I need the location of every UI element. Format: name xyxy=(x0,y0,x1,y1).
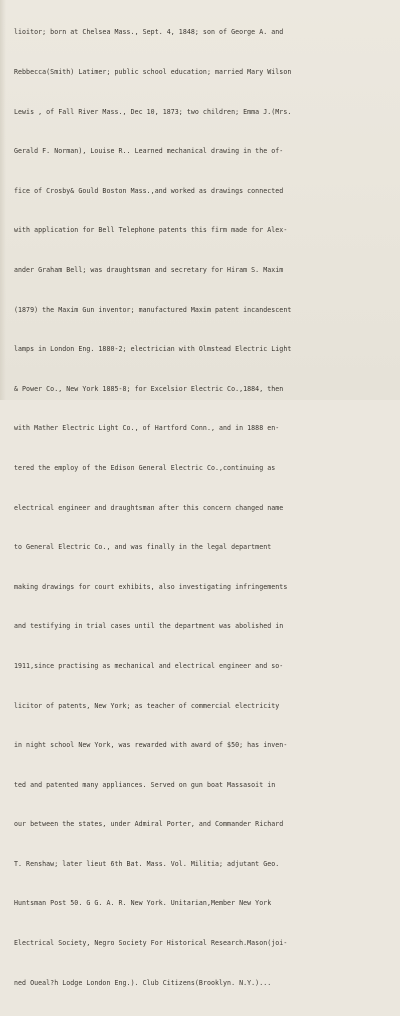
page-edge-shadow xyxy=(0,0,6,400)
text-line: Lewis , of Fall River Mass., Dec 10, 1873; two children; Emma J.(Mrs. xyxy=(14,107,292,116)
text-line: Rebbecca(Smith) Latimer; public school education; married Mary Wilson xyxy=(14,68,292,76)
text-line: ted and patented many appliances. Served on gun boat Massasoit in xyxy=(14,780,276,789)
text-line: & Power Co., New York 1885-8; for Excelsior Electric Co.,1884, then xyxy=(14,384,284,393)
text-line: making drawings for court exhibits, also investigating infringements xyxy=(14,582,288,591)
text-line: in night school New York, was rewarded with award of $50; has inven- xyxy=(14,741,288,750)
text-line: Gerald F. Norman), Louise R.. Learned mechanical drawing in the of- xyxy=(14,147,284,156)
text-line: tered the employ of the Edison General Electric Co.,continuing as xyxy=(14,463,276,472)
text-line: licitor of patents, New York; as teacher of commercial electricity xyxy=(14,701,280,710)
text-line: ned Oueal?h Lodge London Eng.). Club Citizens(Brooklyn. N.Y.)... xyxy=(14,978,272,987)
typed-biography-text xyxy=(14,0,398,1016)
text-line: ander Graham Bell; was draughtsman and secretary for Hiram S. Maxim xyxy=(14,265,284,274)
text-line: and testifying in trial cases until the department was abolished in xyxy=(14,622,284,631)
text-line: lioitor; born at Chelsea Mass., Sept. 4, 1848; son of George A. and xyxy=(14,28,284,37)
text-line: Huntsman Post 50. G G. A. R. New York. Unitarian,Member New York xyxy=(14,899,272,908)
text-line: fice of Crosby& Gould Boston Mass.,and worked as drawings connected xyxy=(14,186,284,195)
text-line: with Mather Electric Light Co., of Hartford Conn., and in 1888 en- xyxy=(14,424,280,433)
text-line: our between the states, under Admiral Porter, and Commander Richard xyxy=(14,820,284,829)
text-line: Electrical Society, Negro Society For Historical Research.Mason(joi- xyxy=(14,939,288,948)
text-line: to General Electric Co., and was finally in the legal department xyxy=(14,543,272,552)
text-line: electrical engineer and draughtsman after this concern changed name xyxy=(14,503,284,512)
text-line: lamps in London Eng. 1880-2; electrician with Olmstead Electric Light xyxy=(14,345,292,354)
text-line: T. Renshaw; later lieut 6th Bat. Mass. Vol. Militia; adjutant Geo. xyxy=(14,859,280,868)
text-line: (1879) the Maxim Gun inventor; manufactured Maxim patent incandescent xyxy=(14,305,292,314)
text-line: 1911,since practising as mechanical and electrical engineer and so- xyxy=(14,661,284,670)
text-line: with application for Bell Telephone patents this firm made for Alex- xyxy=(14,226,288,235)
